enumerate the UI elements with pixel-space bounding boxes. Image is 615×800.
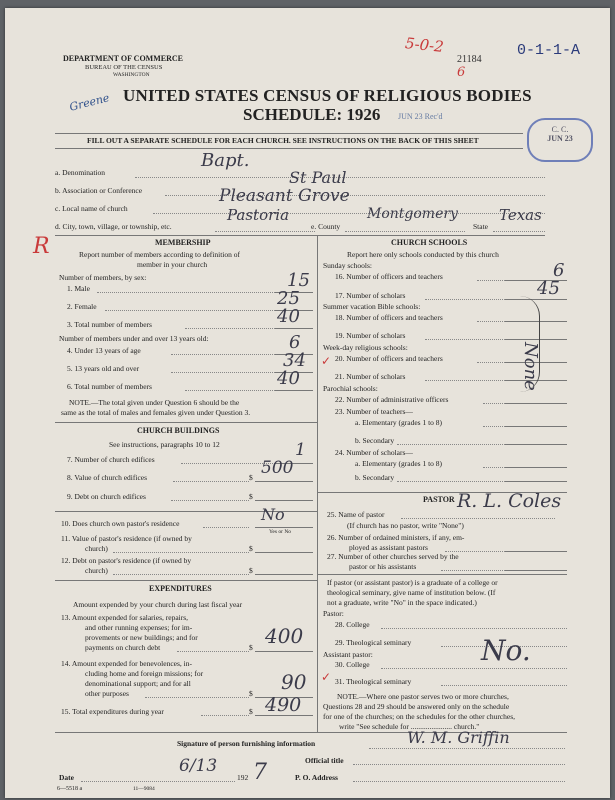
q9-label: 9. Debt on church edifices [67,492,146,501]
q23a-label: a. Elementary (grades 1 to 8) [355,418,443,427]
q16-label: 16. Number of officers and teachers [335,272,443,281]
department-heading: DEPARTMENT OF COMMERCE [63,54,184,63]
pastor-title: PASTOR [423,495,455,504]
q13-line-c: provements or new buildings; and for [85,633,198,642]
cc-stamp-line1: C. C. [551,125,569,134]
q13-value: 400 [265,624,304,648]
q18-label: 18. Number of officers and teachers [335,313,443,322]
denomination-label: a. Denomination [55,168,105,177]
q30-label: 30. College [335,660,370,669]
none-handwritten: None [520,342,541,391]
q14-value: 90 [281,670,307,694]
q14-line-d: other purposes [85,689,129,698]
q5-value: 34 [283,350,306,371]
expenditures-title: EXPENDITURES [149,584,212,593]
q5-label: 5. 13 years old and over [67,364,140,373]
q24-label: 24. Number of scholars— [335,448,413,457]
q21-label: 21. Number of scholars [335,372,406,381]
q15-value: 490 [265,694,302,716]
q17-label: 17. Number of scholars [335,291,406,300]
q16-value: 6 [553,260,565,281]
pastor-note-4: write "See schedule for ...................... church." [339,722,480,731]
red-reference-number: 5-0-2 [404,34,445,56]
no-graduate-mark: No. [481,634,531,667]
age-heading: Number of members under and over 13 years old: [59,334,209,343]
cc-stamp [527,118,593,162]
county-value: Montgomery [367,206,458,222]
schools-intro: Report here only schools conducted by this church [347,250,499,259]
received-stamp: JUN 23 Rec'd [398,112,443,121]
q29-label: 29. Theological seminary [335,638,412,647]
signature-label: Signature of person furnishing information [177,739,316,748]
q1-label: 1. Male [67,284,90,293]
pastor-note-2: Questions 28 and 29 should be answered only on the schedule [323,702,510,711]
q13-line-d: payments on church debt [85,643,161,652]
parochial-heading: Parochial schools: [323,384,378,393]
pastor-note-3: for one of the churches; on the schedules for the other churches, [323,712,516,721]
membership-title: MEMBERSHIP [155,238,211,247]
denomination-value: Bapt. [201,150,250,171]
pastor-subhead: Pastor: [323,609,344,618]
q13-line-a: 13. Amount expended for salaries, repairs, [61,613,189,622]
cc-stamp-line2: JUN 23 [547,134,573,143]
q27-label-b: pastor or his assistants [349,562,417,571]
city-label: d. City, town, village, or township, etc. [55,222,172,231]
schedule-title: SCHEDULE: 1926 [243,105,381,124]
margin-mark: R [33,234,50,259]
q24a-label: a. Elementary (grades 1 to 8) [355,459,443,468]
q25-note: (If church has no pastor, write "None") [347,521,464,530]
buildings-intro: See instructions, paragraphs 10 to 12 [109,440,220,449]
q14-line-a: 14. Amount expended for benevolences, in- [61,659,193,668]
official-title-label: Official title [305,756,344,765]
print-code: 11—9084 [133,786,155,792]
instruction-line: FILL OUT A SEPARATE SCHEDULE FOR EACH CHURCH. SEE INSTRUCTIONS ON THE BACK OF THIS SHEET [87,136,479,145]
q19-label: 19. Number of scholars [335,331,406,340]
po-address-label: P. O. Address [295,773,338,782]
q4-label: 4. Under 13 years of age [67,346,141,355]
state-value: Texas [499,206,542,224]
q6-label: 6. Total number of members [67,382,152,391]
graduate-line-2: theological seminary, give name of institution below. (If [327,588,496,597]
church-name-label: c. Local name of church [55,204,128,213]
bureau-heading: BUREAU OF THE CENSUS [85,64,163,71]
yes-no-caption: Yes or No [269,529,292,535]
q11-dollar: $ [249,544,253,553]
q14-dollar: $ [249,689,253,698]
association-label: b. Association or Conference [55,186,143,195]
membership-intro-1: Report number of members according to definition of [79,250,240,259]
year-value: 7 [253,760,267,785]
left-handwritten-stamp: Greene [68,91,111,114]
q8-dollar: $ [249,473,253,482]
q11-label-a: 11. Value of pastor's residence (if owned by [61,534,192,543]
form-number: 6—5518 a [57,786,83,792]
q26-label-b: ployed as assistant pastors [349,543,428,552]
church-name-value: Pleasant Grove [219,186,350,206]
pastor-note-1: NOTE.—Where one pastor serves two or more churches, [337,692,509,701]
q15-label: 15. Total expenditures during year [61,707,164,716]
q8-value: 500 [261,458,294,478]
sunday-heading: Sunday schools: [323,261,372,270]
q23b-label: b. Secondary [355,436,395,445]
q7-label: 7. Number of church edifices [67,455,155,464]
schools-title: CHURCH SCHOOLS [391,238,468,247]
city-heading: WASHINGTON [113,72,150,78]
q12-label-a: 12. Debt on pastor's residence (if owned by [61,556,192,565]
q10-label: 10. Does church own pastor's residence [61,519,180,528]
summer-heading: Summer vacation Bible schools: [323,302,421,311]
form-code: 0-1-1-A [517,42,581,59]
membership-note-1: NOTE.—The total given under Question 6 should be the [69,398,240,407]
date-label: Date [59,773,74,782]
form-title: UNITED STATES CENSUS OF RELIGIOUS BODIES [123,86,532,105]
year-prefix: 192 [237,773,249,782]
q28-label: 28. College [335,620,370,629]
q13-dollar: $ [249,643,253,652]
signature-value: W. M. Griffin [407,728,510,747]
buildings-title: CHURCH BUILDINGS [137,426,220,435]
q24b-label: b. Secondary [355,473,395,482]
q12-label-b: church) [85,566,108,575]
q11-label-b: church) [85,544,108,553]
q3-label: 3. Total number of members [67,320,152,329]
membership-intro-2: member in your church [137,260,208,269]
q26-label-a: 26. Number of ordained ministers, if any, em- [327,533,465,542]
q20-label: 20. Number of officers and teachers [335,354,443,363]
q6-value: 40 [277,368,300,389]
q22-label: 22. Number of administrative officers [335,395,449,404]
state-label: State [473,222,488,231]
q7-value: 1 [295,440,306,460]
city-value: Pastoria [227,206,290,224]
q27-label-a: 27. Number of other churches served by the [327,552,459,561]
q31-label: 31. Theological seminary [335,677,412,686]
membership-note-2: same as the total of males and females given under Question 3. [61,408,251,417]
q17-value: 45 [537,278,560,299]
bracket-mark [519,296,540,392]
q25-value: R. L. Coles [457,490,562,512]
census-schedule-page [5,8,610,798]
q2-value: 25 [277,288,300,309]
q3-value: 40 [277,306,300,327]
q9-dollar: $ [249,492,253,501]
q10-value: No [261,505,285,524]
q4-value: 6 [289,332,301,353]
red-check-mark-2: ✓ [321,670,332,684]
county-label: e. County [311,222,341,231]
q8-label: 8. Value of church edifices [67,473,148,482]
association-value: St Paul [289,168,347,187]
q1-value: 15 [287,270,310,291]
date-value: 6/13 [179,756,218,776]
expenditures-intro: Amount expended by your church during last fiscal year [73,600,243,609]
q15-dollar: $ [249,707,253,716]
graduate-line-3: not a graduate, write "No" in the space indicated.) [327,598,477,607]
q14-line-c: denominational support; and for all [85,679,191,688]
q12-dollar: $ [249,566,253,575]
q14-line-b: cluding home and foreign missions; for [85,669,204,678]
graduate-line-1: If pastor (or assistant pastor) is a graduate of a college or [327,578,498,587]
red-reference-sub: 6 [457,65,466,80]
weekday-heading: Week-day religious schools: [323,343,408,352]
q23-label: 23. Number of teachers— [335,407,413,416]
q25-label: 25. Name of pastor [327,510,385,519]
members-by-sex: Number of members, by sex: [59,273,147,282]
red-check-mark: ✓ [321,354,332,368]
assistant-subhead: Assistant pastor: [323,650,373,659]
q2-label: 2. Female [67,302,97,311]
serial-number: 21184 [457,54,482,65]
q13-line-b: and other running expenses; for im- [85,623,193,632]
